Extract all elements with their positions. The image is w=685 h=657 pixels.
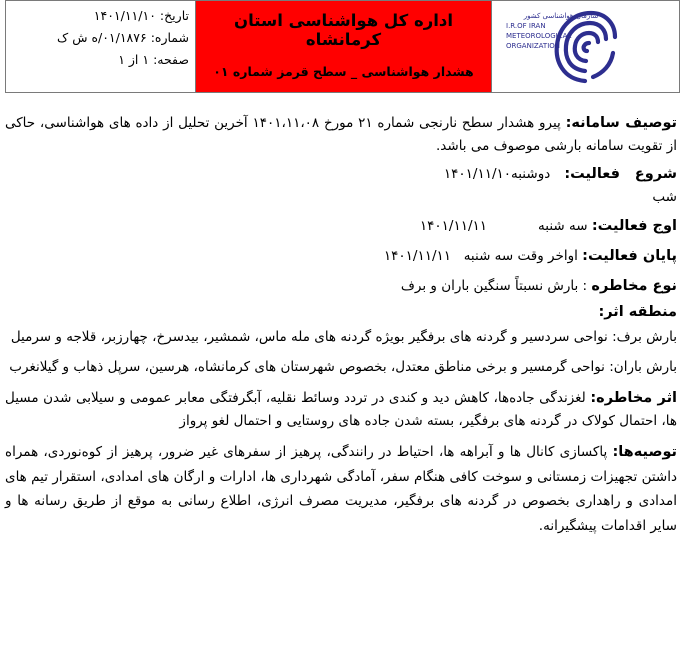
peak-label: اوج فعالیت: — [591, 218, 677, 235]
start-label: شروع فعالیت: — [564, 166, 677, 183]
date-label: تاریخ: — [159, 8, 189, 23]
advice-label: توصیه‌ها: — [612, 444, 677, 461]
description-text: پیرو هشدار سطح نارنجی شماره ۲۱ مورخ ۱۴۰۱،۱۱،۰۸ آخرین تحلیل از داده های هواشناسی، حاکی از تقویت سامانه بارشی موصوف می باشد. — [5, 115, 677, 154]
logo-area — [492, 1, 679, 92]
rain-area: بارش باران: نواحی گرمسیر و برخی مناطق معتدل، بخصوص شهرستان های کرمانشاه، هرسین، سرپل ذهاب و گیلانغرب — [9, 359, 677, 376]
system-description — [5, 112, 677, 157]
logo-persian-name: سازمان هواشناسی کشور — [523, 12, 599, 20]
warning-body — [5, 112, 677, 544]
number-value: ۰۱/۱۸۷۶/ه ش ک — [57, 30, 147, 45]
end-when: اواخر وقت سه شنبه — [463, 247, 583, 264]
meteorological-logo-icon — [551, 7, 619, 85]
effect-text: لغزندگی جاده‌ها، کاهش دید و کندی در تردد وسائط نقلیه، آبگرفتگی معابر عمومی و سیلابی شدن مسیل ها، احتمال کولاک در گردنه های برفگیر، بسته شدن جاده های روستایی و احتمال لغو پرواز — [5, 389, 677, 429]
end-activity-row — [5, 245, 677, 268]
advice-text: پاکسازی کانال ها و آبراهه ها، احتیاط در رانندگی، پرهیز از سفرهای غیر ضرور، پرهیز از کوه‌نوردی، همراه داشتن تجهیزات زمستانی و سوخت کافی هنگام سفر، آمادگی شهرداری ها، ادارات و ارگان های امدادی، استقرار تیم های امدادی و راهداری بخصوص در گردنه های برفگیر، مدیریت مصرف انرژی، اطلاع رسانی به موقع از طریق رسانه ها و سایر اقدامات پیشگیرانه. — [5, 444, 677, 534]
effect-label: اثر مخاطره: — [590, 389, 677, 406]
page-label: صفحه: — [153, 52, 189, 67]
warning-title: هشدار هواشناسی _ سطح قرمز شماره ۰۱ — [213, 64, 474, 79]
logo-line-2: METEOROLOGICAL — [506, 32, 572, 40]
peak-when: سه شنبه — [538, 218, 592, 235]
page-row — [10, 49, 189, 70]
logo-line-1: I.R.OF IRAN — [506, 22, 546, 30]
end-label: پایان فعالیت: — [582, 247, 677, 264]
area-label: منطقه اثر: — [598, 304, 677, 321]
peak-activity-row — [5, 215, 677, 238]
logo-line-3: ORGANIZATION — [506, 42, 561, 50]
hazard-text: : بارش نسبتاً سنگین باران و برف — [400, 277, 592, 294]
red-banner — [196, 1, 492, 92]
start-when: دوشنبه شب — [511, 166, 677, 205]
affected-area-heading — [5, 301, 677, 324]
document-meta — [6, 1, 196, 92]
number-label: شماره: — [150, 30, 189, 45]
end-date: ۱۴۰۱/۱۱/۱۱ — [383, 247, 451, 264]
hazard-label: نوع مخاطره — [591, 277, 677, 294]
date-row — [10, 5, 189, 26]
document-header — [5, 0, 680, 93]
snow-area: بارش برف: نواحی سردسیر و گردنه های برفگیر بویژه گردنه های مله ماس، شمشیر، بیدسرخ، چهارزبر، قلاجه و سرمیل — [10, 328, 677, 345]
recommendations — [5, 440, 677, 538]
peak-date: ۱۴۰۱/۱۱/۱۱ — [419, 218, 487, 235]
date-value: ۱۴۰۱/۱۱/۱۰ — [93, 8, 156, 23]
start-activity-row — [5, 163, 677, 208]
org-title: اداره کل هواشناسی استان کرمانشاه — [234, 11, 453, 49]
start-date: ۱۴۰۱/۱۱/۱۰ — [443, 166, 511, 183]
number-row — [10, 27, 189, 48]
hazard-effect — [5, 387, 677, 432]
description-label: توصیف سامانه: — [565, 115, 677, 131]
page-value: ۱ از ۱ — [118, 52, 150, 67]
hazard-type — [5, 275, 677, 298]
